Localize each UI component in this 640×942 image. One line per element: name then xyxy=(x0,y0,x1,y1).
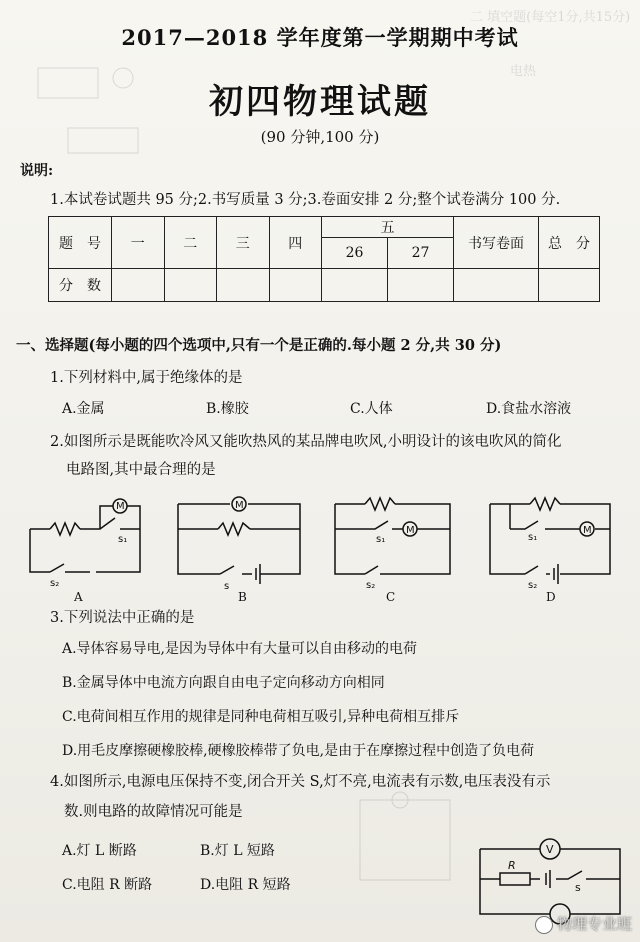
svg-text:V: V xyxy=(546,843,554,856)
svg-text:s₁: s₁ xyxy=(376,534,386,545)
instructions-heading: 说明: xyxy=(20,163,54,179)
question-4-line2: 数.则电路的故障情况可能是 xyxy=(64,804,243,820)
q1-option-b: B.橡胶 xyxy=(206,401,249,417)
q4-option-d: D.电阻 R 短路 xyxy=(200,877,291,893)
q1-option-a: A.金属 xyxy=(62,401,105,417)
circuit-label-d: D xyxy=(546,590,556,604)
score-table-col-5: 五 xyxy=(322,217,454,238)
q3-option-d: D.用毛皮摩擦硬橡胶棒,硬橡胶棒带了负电,是由于在摩擦过程中创造了负电荷 xyxy=(62,743,535,759)
score-table-sub-27: 27 xyxy=(388,238,454,269)
exam-title: 初四物理试题 xyxy=(209,82,431,122)
score-table-col-handwriting: 书写卷面 xyxy=(454,217,539,269)
score-table-col-3: 三 xyxy=(217,217,270,269)
question-2-line1: 2.如图所示是既能吹冷风又能吹热风的某品牌电吹风,小明设计的该电吹风的简化 xyxy=(50,434,562,450)
q1-option-d: D.食盐水溶液 xyxy=(486,401,572,417)
circuit-label-c: C xyxy=(386,590,396,604)
section-heading: 一、选择题(每小题的四个选项中,只有一个是正确的.每小题 2 分,共 30 分) xyxy=(16,337,502,354)
svg-text:s₂: s₂ xyxy=(50,578,60,589)
question-1: 1.下列材料中,属于绝缘体的是 xyxy=(50,370,243,386)
exam-duration: (90 分钟,100 分) xyxy=(260,128,380,146)
circuit-label-b: B xyxy=(238,590,247,604)
watermark xyxy=(535,913,632,934)
q4-option-a: A.灯 L 断路 xyxy=(62,843,137,859)
ghost-text-2: 电热 xyxy=(510,64,537,79)
score-table-col-total: 总 分 xyxy=(539,217,600,269)
score-table-col-1: 一 xyxy=(112,217,165,269)
svg-text:M: M xyxy=(235,500,244,511)
question-4-line1: 4.如图所示,电源电压保持不变,闭合开关 S,灯不亮,电流表有示数,电压表没有示 xyxy=(50,774,551,790)
q3-option-a: A.导体容易导电,是因为导体中有大量可以自由移动的电荷 xyxy=(62,641,418,657)
question-3: 3.下列说法中正确的是 xyxy=(50,610,195,626)
score-table-sub-26: 26 xyxy=(322,238,388,269)
svg-text:R: R xyxy=(508,859,516,872)
svg-text:M: M xyxy=(406,525,415,536)
ghost-circuit-icon xyxy=(350,790,460,900)
score-table-col-4: 四 xyxy=(269,217,322,269)
exam-header: 2017—2018 学年度第一学期期中考试 xyxy=(121,25,519,50)
score-table-header-label: 题 号 xyxy=(49,217,112,269)
watermark-text: 物理专业班 xyxy=(556,915,632,933)
score-row-label: 分 数 xyxy=(49,269,112,302)
wechat-logo-icon xyxy=(535,916,553,934)
svg-text:s₁: s₁ xyxy=(528,532,538,543)
svg-text:s₁: s₁ xyxy=(118,534,128,545)
q2-circuit-diagrams xyxy=(20,494,630,604)
score-table xyxy=(48,216,600,302)
instructions-text: 1.本试卷试题共 95 分;2.书写质量 3 分;3.卷面安排 2 分;整个试卷满分 100 分. xyxy=(50,192,561,208)
score-table-col-2: 二 xyxy=(164,217,217,269)
question-2-line2: 电路图,其中最合理的是 xyxy=(66,462,216,478)
ghost-text-1: 二 填空题(每空1分,共15分) xyxy=(470,10,631,25)
q4-option-b: B.灯 L 短路 xyxy=(200,843,275,859)
q3-option-b: B.金属导体中电流方向跟自由电子定向移动方向相同 xyxy=(62,675,385,691)
q3-option-c: C.电荷间相互作用的规律是同种电荷相互吸引,异种电荷相互排斥 xyxy=(62,709,460,725)
q4-option-c: C.电阻 R 断路 xyxy=(62,877,153,893)
svg-text:M: M xyxy=(583,525,592,536)
svg-text:s: s xyxy=(224,581,230,592)
ghost-circuit-2 xyxy=(350,790,460,904)
svg-text:M: M xyxy=(116,501,125,512)
q1-option-c: C.人体 xyxy=(350,401,393,417)
circuit-label-a: A xyxy=(74,590,83,604)
svg-text:s₂: s₂ xyxy=(366,580,376,591)
svg-text:s: s xyxy=(575,881,581,894)
svg-text:s₂: s₂ xyxy=(528,580,538,591)
